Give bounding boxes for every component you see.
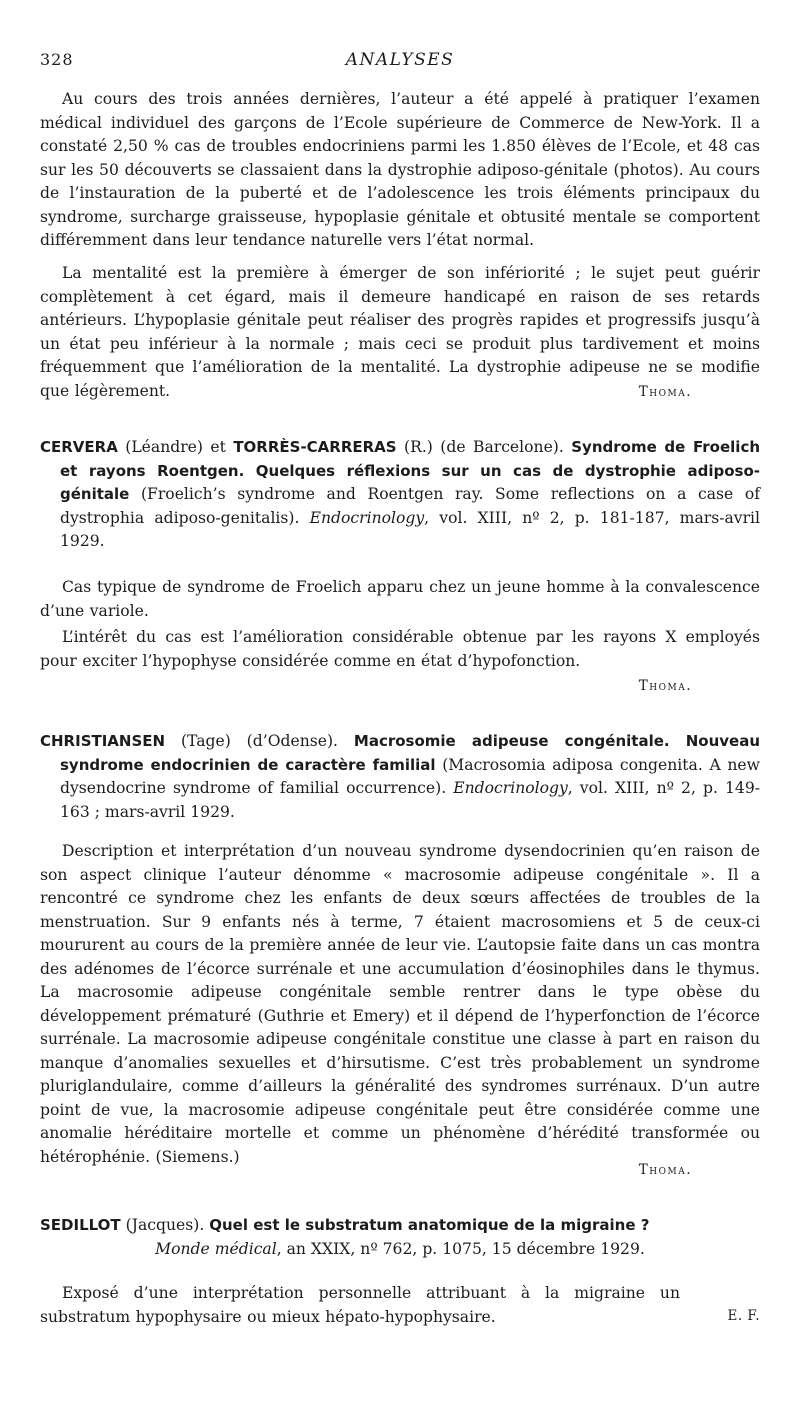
bibliographic-entry [40,436,760,554]
page-header [40,50,760,76]
author-connector: et [203,438,234,456]
author-surname: CERVERA [40,438,118,456]
review-paragraph: La mentalité est la première à émerger de son infériorité ; le sujet peut guérir complètement à cet égard, mais il demeure handicapé en raison de ses retards antérieurs. L’hypoplasie génitale peut réaliser des progrès rapides et progressifs jusqu’à un état peu inférieur à la normale ; mais ceci se produit plus tardivement et moins fréquemment que l’amélioration de la mentalité. La dystrophie adipeuse ne se modifie que légèrement. [40,264,760,400]
citation-details: , an XXIX, nº 762, p. 1075, 15 décembre 1929. [276,1240,645,1258]
author-given-name: (Tage) [165,732,231,750]
title-translation: (Macrosomia adiposa congenita. A new dysendocrine syndrome of familial occurrence). [60,755,760,797]
reviewer-signature: Thoma. [638,678,692,694]
journal-name: Endocrinology [309,508,425,527]
article-title: Macrosomie adipeuse congénitale. Nouveau syndrome endocrinien de caractère familial [60,732,760,774]
bibliographic-entry [40,1214,760,1238]
review-paragraph: L’intérêt du cas est l’amélioration considérable obtenue par les rayons X employés pour exciter l’hypophyse considérée comme en état d’hypofonction. [40,628,760,670]
title-translation: (Froelich’s syndrome and Roentgen ray. Some reflections on a case of dystrophia adiposo-genitalis). [60,485,760,527]
reviewer-signature: E. F. [727,1308,760,1324]
author-given-name: (Jacques) [120,1216,200,1234]
bibliographic-entry [40,730,760,824]
citation-details: , vol. XIII, nº 2, p. 181-187, mars-avril 1929. [60,508,760,550]
citation-details: , vol. XIII, nº 2, p. 149-163 ; mars-avril 1929. [60,779,761,821]
journal-name: Endocrinology [453,779,568,797]
author-surname: SEDILLOT [40,1216,121,1234]
article-title: Quel est le substratum anatomique de la migraine ? [209,1216,650,1234]
author-origin: (de Barcelone). [432,438,572,456]
citation-line [40,1238,760,1262]
review-paragraph: Cas typique de syndrome de Froelich apparu chez un jeune homme à la convalescence d’une variole. [40,578,760,620]
reviewer-signature: Thoma. [638,1162,692,1178]
journal-name: Monde médical [155,1240,277,1258]
review-paragraph: Exposé d’une interprétation personnelle attribuant à la migraine un substratum hypophysaire ou mieux hépato-hypophysaire. [40,1284,680,1326]
author-given-name: (R.) [396,438,433,456]
article-title: Syndrome de Froelich et rayons Roentgen. Quelques réflexions sur un cas de dystrophie adiposo-génitale [60,438,761,503]
author-surname: TORRÈS-CARRERAS [233,438,397,456]
page-number: 328 [40,50,74,69]
reviewer-signature: Thoma. [638,384,692,400]
author-surname: CHRISTIANSEN [40,732,166,750]
review-paragraph: Description et interprétation d’un nouveau syndrome dysendocrinien qu’en raison de son aspect clinique l’auteur dénomme « macrosomie adipeuse congénitale ». Il a rencontré ce syndrome chez les enfants de deux sœurs affectées de troubles de la menstruation. Sur 9 enfants nés à terme, 7 étaient macrosomiens et 5 de ceux-ci moururent au cours de la première année de leur vie. L’autopsie faite dans un cas montra des adénomes de l’écorce surrénale et une accumulation d’éosinophiles dans le thymus. La macrosomie adipeuse congénitale semble rentrer dans le type obèse du développement prématuré (Guthrie et Emery) et il dépend de l’hyperfonction de l’écorce surrénale. La macrosomie adipeuse congénitale constitue une classe à part en raison du manque d’anomalies sexuelles et d’hirsutisme. C’est très probablement un syndrome pluriglandulaire, comme d’ailleurs la généralité des syndromes surrénaux. D’un autre point de vue, la macrosomie adipeuse congénitale peut être considérée comme une anomalie héréditaire mortelle et comme un phénomène d’hérédité transformée ou hétérophénie. (Siemens.) [40,842,760,1166]
author-punctuation: . [199,1216,210,1234]
author-origin: (d’Odense). [230,732,354,750]
running-title: ANALYSES [345,50,455,70]
author-given-name: (Léandre) [117,438,203,456]
review-paragraph: Au cours des trois années dernières, l’auteur a été appelé à pratiquer l’examen médical individuel des garçons de l’Ecole supérieure de Commerce de New-York. Il a constaté 2,50 % cas de troubles endocriniens parmi les 1.850 élèves de l’Ecole, et 48 cas sur les 50 découverts se classaient dans la dystrophie adiposo-génitale (photos). Au cours de l’instauration de la puberté et de l’adolescence les trois éléments principaux du syndrome, surcharge graisseuse, hypoplasie génitale et obtusité mentale se comportent différemment dans leur tendance naturelle vers l’état normal. [40,90,760,249]
